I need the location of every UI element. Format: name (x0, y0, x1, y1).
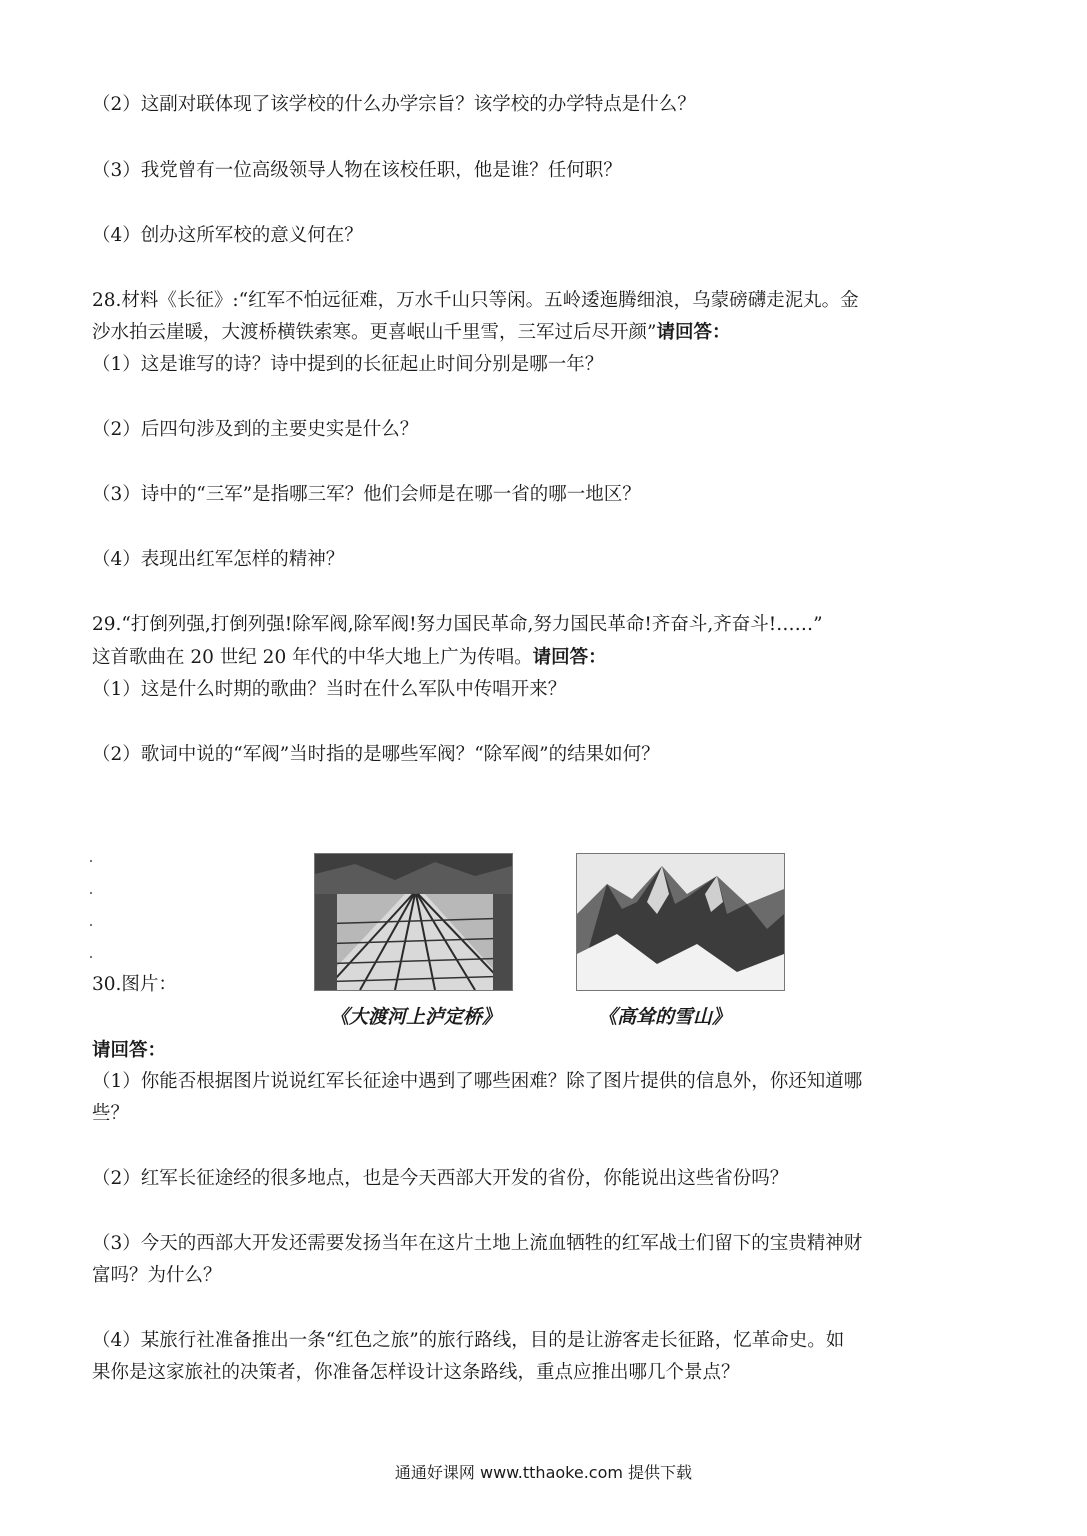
q30-prompt: 请回答： (92, 1040, 167, 1061)
q28-sub2: （2）后四句涉及到的主要史实是什么？ (92, 419, 419, 440)
q30-sub4-line2: 果你是这家旅社的决策者，你准备怎样设计这条路线，重点应推出哪几个景点？ (92, 1362, 740, 1383)
q30-sub2: （2）红军长征途经的很多地点，也是今天西部大开发的省份，你能说出这些省份吗？ (92, 1168, 789, 1189)
snow-mountain-photo (576, 853, 785, 991)
q30-sub4-line1: （4）某旅行社准备推出一条“红色之旅”的旅行路线，目的是让游客走长征路，忆革命史。如 (92, 1330, 845, 1351)
caption-luding-bridge: 《大渡河上泸定桥》 (330, 1006, 502, 1028)
q27-sub2: （2）这副对联体现了该学校的什么办学宗旨？该学校的办学特点是什么？ (92, 94, 696, 115)
scan-dot (90, 956, 92, 958)
q27-sub3: （3）我党曾有一位高级领导人物在该校任职，他是谁？任何职？ (92, 160, 622, 181)
q28-stem-line1: 28.材料《长征》:“红军不怕远征难，万水千山只等闲。五岭逶迤腾细浪，乌蒙磅礴走泥丸。金 (92, 290, 859, 311)
q30-sub1-line1: （1）你能否根据图片说说红军长征途中遇到了哪些困难？除了图片提供的信息外，你还知道哪 (92, 1071, 863, 1092)
q28-sub4: （4）表现出红军怎样的精神？ (92, 549, 345, 570)
q30-sub1-line2: 些？ (92, 1103, 130, 1124)
q30-label: 30.图片： (92, 974, 177, 995)
q29-stem-line2: 这首歌曲在 20 世纪 20 年代的中华大地上广为传唱。请回答： (92, 647, 607, 668)
q27-sub4: （4）创办这所军校的意义何在？ (92, 225, 363, 246)
scan-dot (90, 892, 92, 894)
q28-sub1: （1）这是谁写的诗？诗中提到的长征起止时间分别是哪一年？ (92, 354, 604, 375)
q28-prompt: 请回答： (656, 322, 731, 343)
q29-sub1: （1）这是什么时期的歌曲？当时在什么军队中传唱开来？ (92, 679, 567, 700)
scan-dot (90, 860, 92, 862)
q30-sub3-line1: （3）今天的西部大开发还需要发扬当年在这片土地上流血牺牲的红军战士们留下的宝贵精神财 (92, 1233, 863, 1254)
caption-snow-mountain: 《高耸的雪山》 (598, 1006, 732, 1028)
q28-sub3: （3）诗中的“三军”是指哪三军？他们会师是在哪一省的哪一地区？ (92, 484, 641, 505)
q29-stem-line1: 29.“打倒列强,打倒列强!除军阀,除军阀!努力国民革命,努力国民革命!齐奋斗,齐奋斗!……” (92, 614, 823, 635)
q28-stem-line2: 沙水拍云崖暖，大渡桥横铁索寒。更喜岷山千里雪，三军过后尽开颜”请回答： (92, 322, 731, 343)
q29-prompt: 请回答： (532, 647, 607, 668)
scan-dot (90, 924, 92, 926)
q30-sub3-line2: 富吗？为什么？ (92, 1265, 222, 1286)
q29-sub2: （2）歌词中说的“军阀”当时指的是哪些军阀？“除军阀”的结果如何？ (92, 744, 660, 765)
page-footer: 通通好课网 www.tthaoke.com 提供下载 (394, 1463, 693, 1482)
luding-bridge-photo (314, 853, 513, 991)
